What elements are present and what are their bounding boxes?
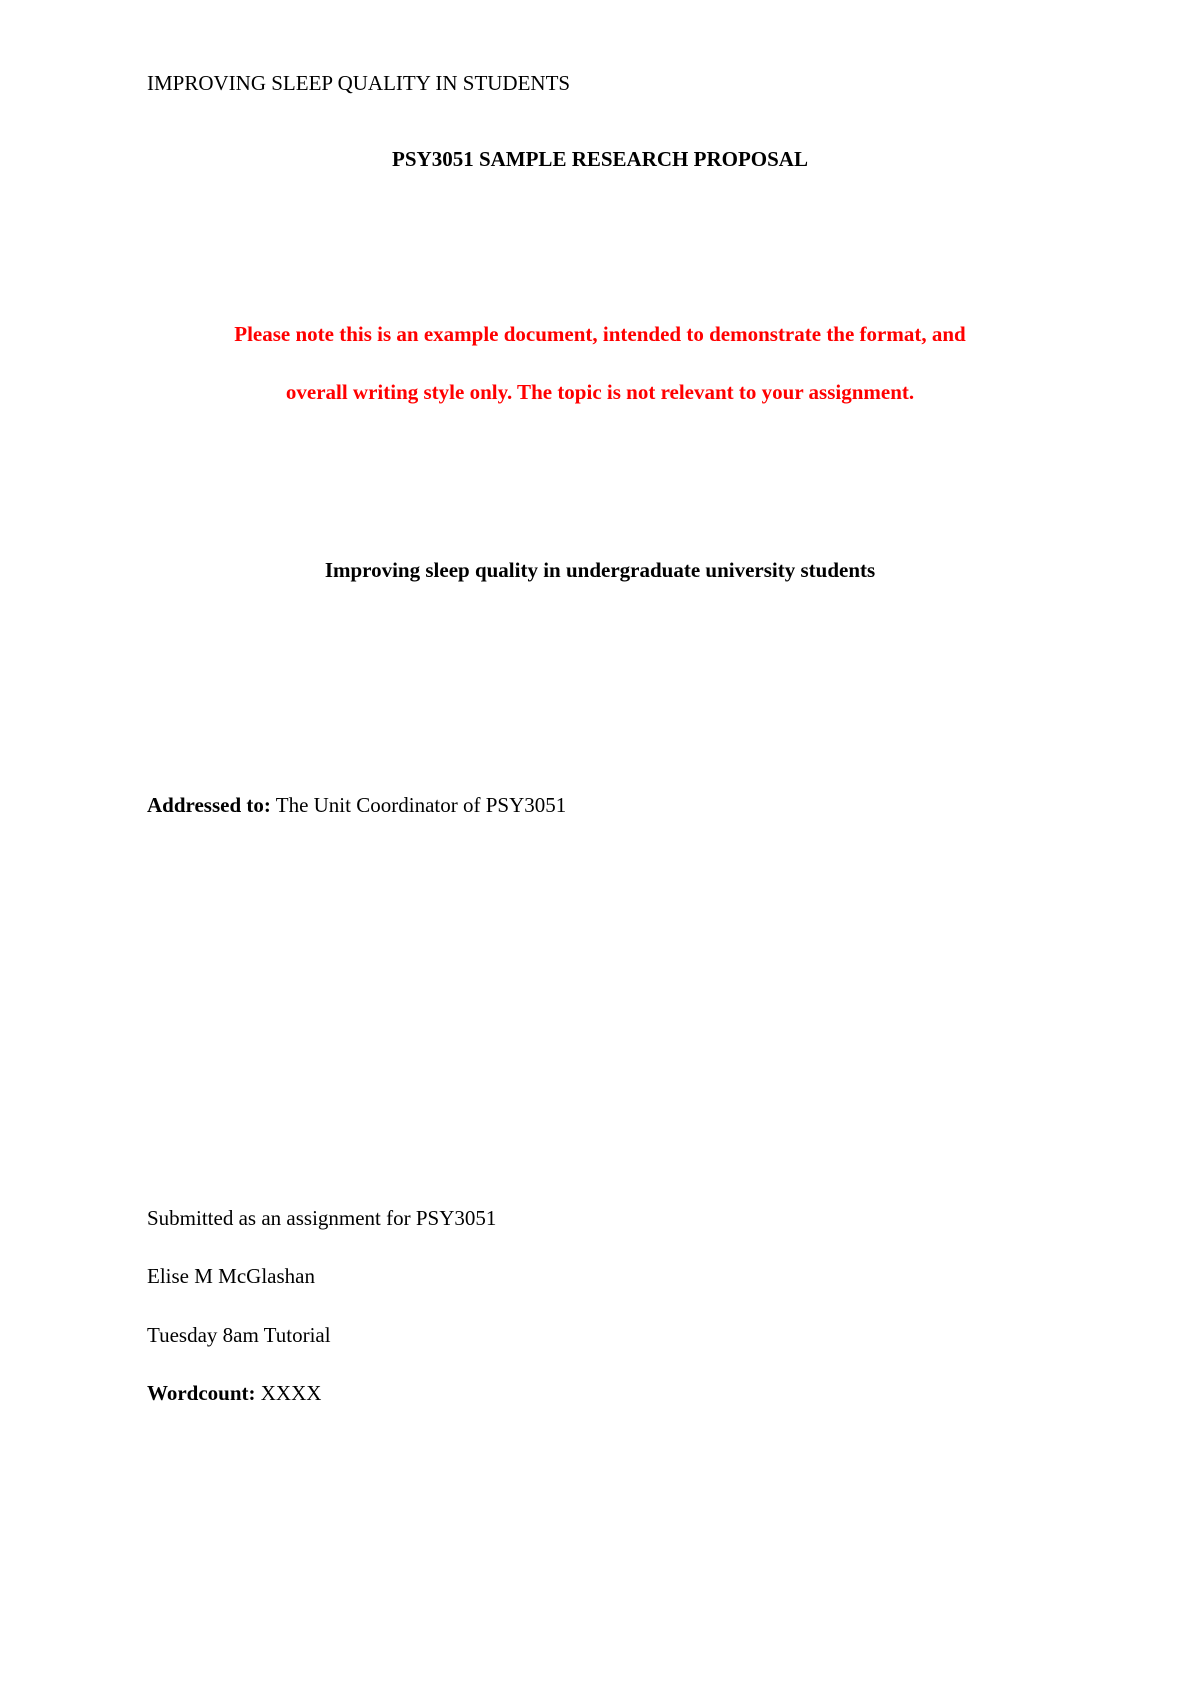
author-name: Elise M McGlashan xyxy=(147,1264,315,1288)
wordcount xyxy=(147,1380,321,1406)
wordcount-label: Wordcount: xyxy=(147,1381,256,1405)
notice-line-2: overall writing style only. The topic is not relevant to your assignment. xyxy=(285,380,915,404)
course-title: PSY3051 SAMPLE RESEARCH PROPOSAL xyxy=(392,147,808,171)
running-head: IMPROVING SLEEP QUALITY IN STUDENTS xyxy=(147,71,571,95)
wordcount-value: XXXX xyxy=(255,1381,322,1405)
addressed-label: Addressed to: xyxy=(147,793,271,817)
addressed-value: The Unit Coordinator of PSY3051 xyxy=(270,793,567,817)
paper-title: Improving sleep quality in undergraduate university students xyxy=(324,558,876,582)
submitted-line: Submitted as an assignment for PSY3051 xyxy=(147,1206,497,1230)
tutorial-line: Tuesday 8am Tutorial xyxy=(147,1323,331,1347)
notice-line-1: Please note this is an example document, intended to demonstrate the format, and xyxy=(234,322,966,346)
addressed-to xyxy=(147,792,566,818)
